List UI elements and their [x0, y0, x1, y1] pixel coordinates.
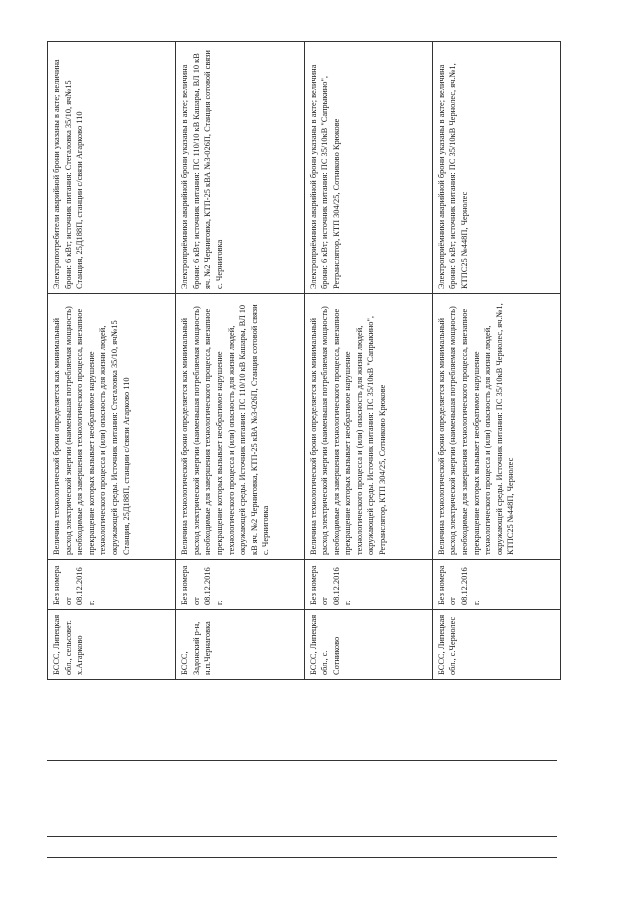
reserve-table: [47, 41, 561, 680]
table-row: [48, 42, 176, 680]
emergency-reserve-cell: Электропотребители аварийной брони указаны в акте; величина брони: 6 кВт; источник питания: Стегаловка 35/10, яч№15 Станция, 25Д188П, станции с/связи Агарково 110: [48, 42, 176, 294]
table-row: [432, 42, 560, 680]
emergency-reserve-cell: Электроприёмники аварийной брони указаны в акте; величина брони: 6 кВт; источник питания: ПС 35/10кВ Чернолес, яч.№1, КТПС25 №448П, Чернолес: [432, 42, 560, 294]
emergency-reserve-cell: Электроприёмники аварийной брони указаны в акте; величина брони: 6 кВт; источник питания: ПС 110/10 кВ Кашары, ВЛ 10 кВ яч. №2 Черниговка, КТП-25 кВА №3-026П, Станция сотовой связи с. Черниговка: [176, 42, 304, 294]
document-cell: Без номера от 08.12.2016г.: [304, 560, 432, 610]
technological-reserve-cell: Величина технологической брони определяется как минимальный расход электрической энергии (наименьшая потребляемая мощность) необходимые для завершения технологического процесса, внезапное прекращение которых вызывает необратимое нарушение технологического процесса и (или) опасность для жизни людей, окружающей среды. Источник питания: Стегаловка 35/10, яч№15 Станция, 25Д188П, станции с/связи Агарково 110: [48, 294, 176, 560]
location-cell: БССС, Липецкая обл., сельсовет. х.Агарково: [48, 610, 176, 680]
emergency-reserve-cell: Электроприёмники аварийной брони указаны в акте; величина брони: 6 кВт; источник питания: ПС 35/10кВ "Сапрыкино", Ретранслятор, КТП 304/25, Сотниково Крюкове: [304, 42, 432, 294]
location-cell: БССС, Липецкая обл., с.Чернолес: [432, 610, 560, 680]
table-row: [304, 42, 432, 680]
location-cell: БССС, Липецкая обл., с. Сотниково: [304, 610, 432, 680]
table-row: [176, 42, 304, 680]
technological-reserve-cell: Величина технологической брони определяется как минимальный расход электрической энергии (наименьшая потребляемая мощность) необходимые для завершения технологического процесса, внезапное прекращение которых вызывает необратимое нарушение технологического процесса и (или) опасность для жизни людей, окружающей среды. Источник питания: ПС 35/10кВ Чернолес, яч.№1, КТПС25 №448П, Чернолес: [432, 294, 560, 560]
document-cell: Без номера от 08.12.2016г.: [48, 560, 176, 610]
technological-reserve-cell: Величина технологической брони определяется как минимальный расход электрической энергии (наименьшая потребляемая мощность) необходимые для завершения технологического процесса, внезапное прекращение которых вызывает необратимое нарушение технологического процесса и (или) опасность для жизни людей, окружающей среды. Источник питания: ПС 110/10 кВ Кашары, ВЛ 10 кВ яч. №2 Черниговка, КТП-25 кВА №3-026П, Станция сотовой связи с. Черниговка: [176, 294, 304, 560]
document-cell: Без номера от 08.12.2016г.: [176, 560, 304, 610]
technological-reserve-cell: Величина технологической брони определяется как минимальный расход электрической энергии (наименьшая потребляемая мощность) необходимые для завершения технологического процесса, внезапное прекращение которых вызывает необратимое нарушение технологического процесса и (или) опасность для жизни людей, окружающей среды. Источник питания: ПС 35/10кВ "Сапрыкино", Ретранслятор, КТП 304/25, Сотниково Крюкове: [304, 294, 432, 560]
location-cell: БССС, Задонский р-н, н.п.Чернаговка: [176, 610, 304, 680]
document-cell: Без номера от 08.12.2016г.: [432, 560, 560, 610]
